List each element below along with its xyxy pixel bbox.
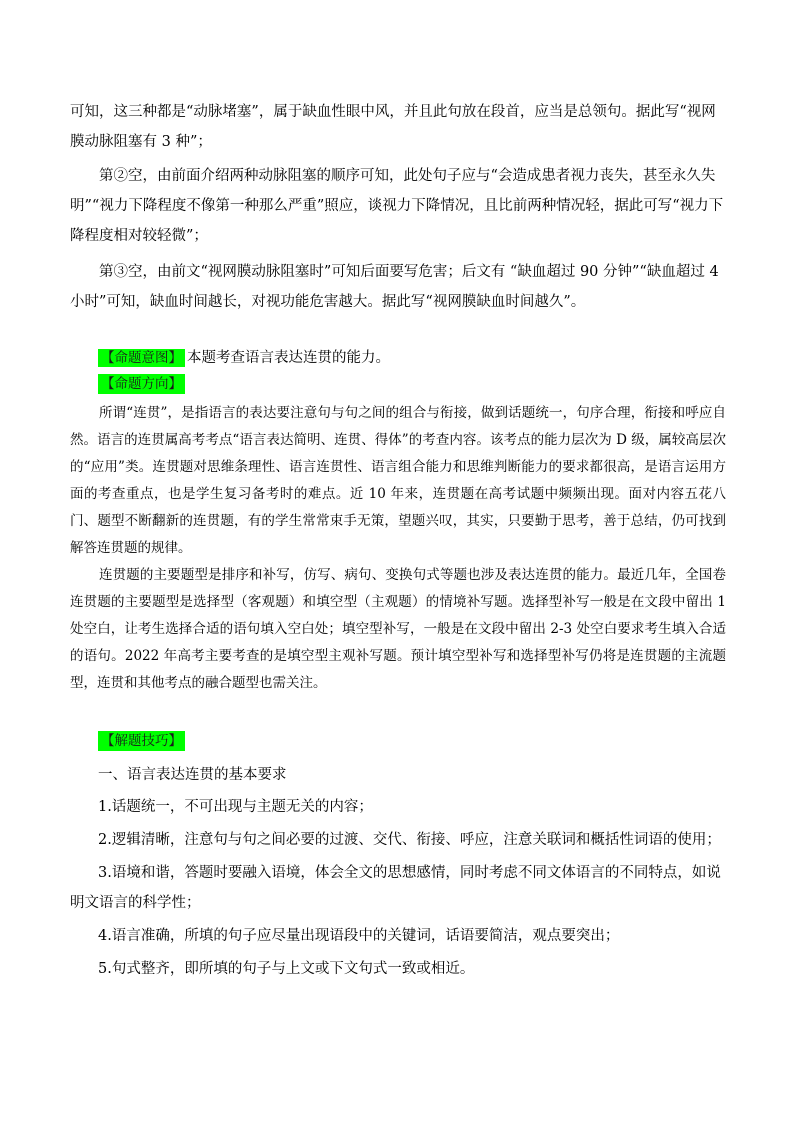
analysis-paragraph-1: 可知，这三种都是“动脉堵塞”，属于缺血性眼中风，并且此句放在段首，应当是总领句。据此写“视网膜动脉阻塞有 3 种”；: [70, 104, 716, 150]
tips-tag: 【解题技巧】: [98, 731, 185, 751]
requirement-item: 2.逻辑清晰，注意句与句之间必要的过渡、交代、衔接、呼应，注意关联词和概括性词语的使用；: [98, 832, 721, 848]
requirement-item: 3.语境和谐，答题时要融入语境，体会全文的思想感情，同时考虑不同文体语言的不同特点，如说明文语言的科学性；: [70, 865, 721, 911]
requirement-item: 4.语言准确，所填的句子应尽量出现语段中的关键词，话语要简洁，观点要突出；: [98, 928, 620, 944]
requirement-item: 1.话题统一，不可出现与主题无关的内容；: [98, 799, 373, 815]
direction-paragraph-2: 连贯题的主要题型是排序和补写，仿写、病句、变换句式等题也涉及表达连贯的能力。最近几年，全国卷连贯题的主要题型是选择型（客观题）和填空型（主观题）的情境补写题。选择型补写一般是在文段中留出 1 处空白，让考生选择合适的语句填入空白处；填空型补写，一般是在文段中留出 2-3 处空白要求考生填入合适的语句。2022 年高考主要考查的是填空型主观补写题。预计填空型补写和选择型补写仍将是连贯题的主流题型，连贯和其他考点的融合题型也需关注。: [70, 567, 726, 691]
intent-text: 本题考查语言表达连贯的能力。: [187, 350, 390, 366]
direction-paragraph-1: 所谓“连贯”，是指语言的表达要注意句与句之间的组合与衔接，做到话题统一，句序合理，衔接和呼应自然。语言的连贯属高考考点“语言表达简明、连贯、得体”的考查内容。该考点的能力层次为 D 级，属较高层次的“应用”类。连贯题对思维条理性、语言连贯性、语言组合能力和思维判断能力的要求都很高，是语言运用方面的考查重点，也是学生复习备考时的难点。近 10 年来，连贯题在高考试题中频频出现。面对内容五花八门、题型不断翻新的连贯题，有的学生常常束手无策，望题兴叹，其实，只要勤于思考，善于总结，仍可找到解答连贯题的规律。: [70, 405, 726, 556]
intent-tag: 【命题意图】: [98, 349, 185, 367]
tips-heading: 一、语言表达连贯的基本要求: [98, 767, 287, 783]
analysis-paragraph-2: 第②空，由前面介绍两种动脉阻塞的顺序可知，此处句子应与“会造成患者视力丧失，甚至永久失明”“视力下降程度不像第一种那么严重”照应，谈视力下降情况，且比前两种情况轻，据此可写“视力下降程度相对较轻微”；: [70, 168, 724, 244]
requirement-item: 5.句式整齐，即所填的句子与上文或下文句式一致或相近。: [98, 961, 475, 977]
analysis-paragraph-3: 第③空，由前文“视网膜动脉阻塞时”可知后面要写危害；后文有 “缺血超过 90 分钟”“缺血超过 4 小时”可知，缺血时间越长，对视功能危害越大。据此写“视网膜缺血时间越久”。: [70, 264, 719, 310]
intent-line: [98, 347, 390, 369]
direction-tag: 【命题方向】: [98, 374, 185, 394]
